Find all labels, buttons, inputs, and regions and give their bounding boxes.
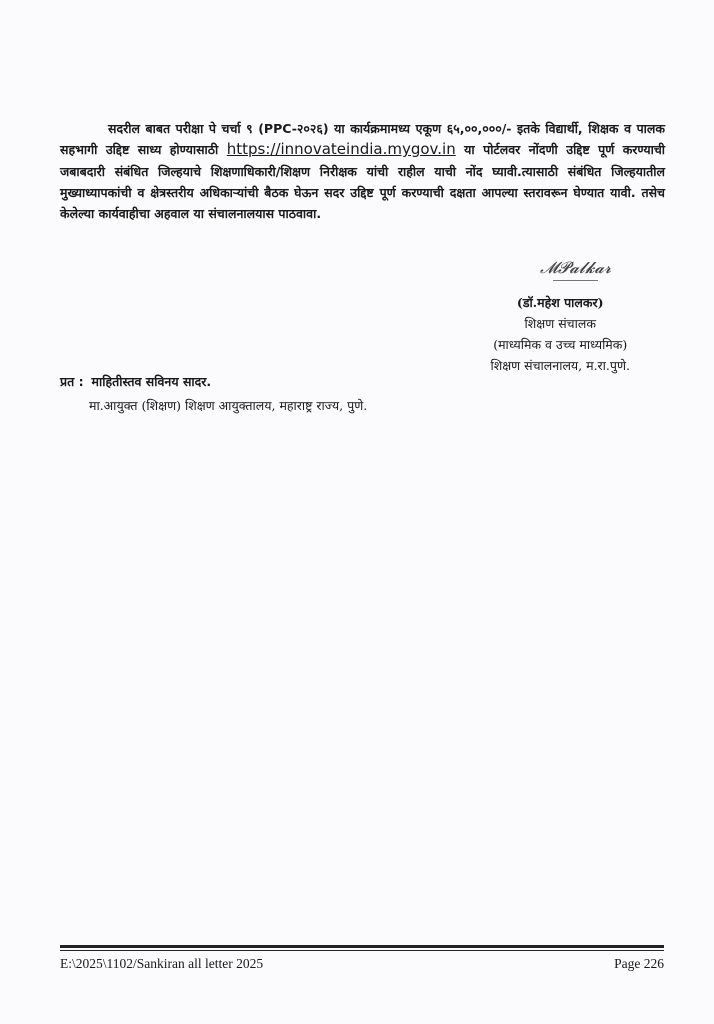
body-text-2: या पोर्टलवर नोंदणी उद्दिष्ट पूर्ण करण्याची जबाबदारी संबंधित जिल्हयाचे शिक्षणाधिकारी/शिक्षण निरीक्षक यांची राहील याची नोंद घ्यावी.त्यासाठी संबंधित जिल्हयातील मुख्याध्यापकांची व क्षेत्रस्तरीय अधिकाऱ्यांची बैठक घेऊन सदर उद्दिष्ट पूर्ण करण्याची दक्षता आपल्या स्तरावरून घेण्यात यावी. तसेच केलेल्या कार्यवाहीचा अहवाल या संचालनालयास पाठवावा. (60, 142, 666, 222)
copy-label: प्रत : (60, 374, 84, 389)
handwritten-signature: 𝓜𝓟𝓪𝓵𝓴𝓪𝓻 (540, 258, 612, 277)
body-paragraph (60, 118, 665, 224)
signatory-block (490, 292, 630, 376)
footer (60, 956, 664, 972)
footer-page-number: Page 226 (614, 956, 664, 971)
signatory-name: (डॉ.महेश पालकर) (516, 295, 604, 310)
body-text-1: सदरील बाबत परीक्षा पे चर्चा ९ (PPC-२०२६) या कार्यक्रमामध्य एकूण ६५,००,०००/- इतके विद्यार्थी, शिक्षक व पालक सहभागी उद्दिष्ट साध्य होण्यासाठी (60, 121, 665, 158)
copy-heading: माहितीस्तव सविनय सादर. (91, 374, 212, 389)
signatory-department: (माध्यमिक व उच्च माध्यमिक) (493, 337, 628, 352)
signatory-office: शिक्षण संचालनालय, म.रा.पुणे. (490, 358, 630, 373)
footer-rule-thick (60, 945, 664, 948)
copy-recipient: मा.आयुक्त (शिक्षण) शिक्षण आयुक्तालय, महाराष्ट्र राज्य, पुणे. (89, 398, 368, 413)
footer-rule-thin (60, 950, 664, 951)
copy-to-section (60, 370, 367, 418)
portal-link[interactable]: https://innovateindia.mygov.in (226, 140, 456, 159)
signature-underline (553, 280, 598, 281)
signatory-designation: शिक्षण संचालक (524, 316, 596, 331)
footer-file-path: E:\2025\1102/Sankiran all letter 2025 (60, 956, 264, 971)
